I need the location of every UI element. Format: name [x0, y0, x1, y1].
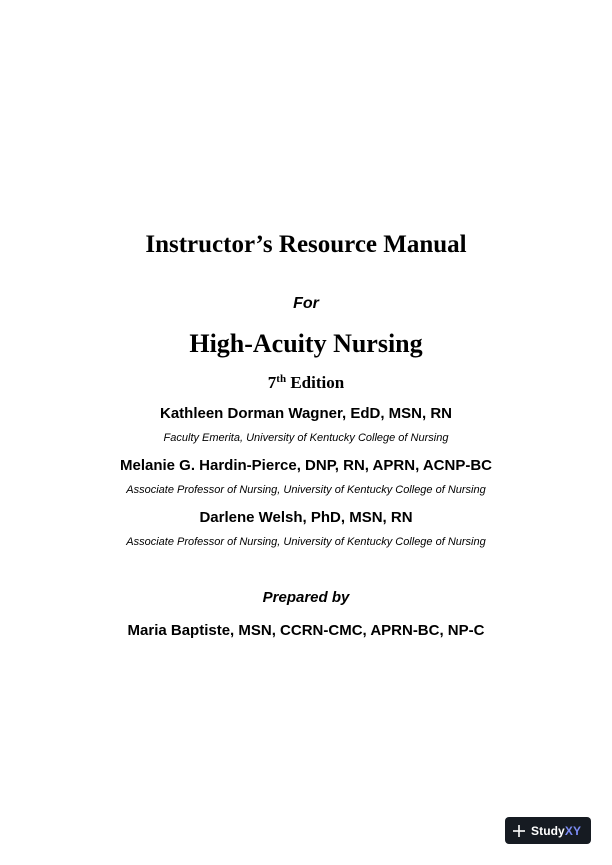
edition-number: 7	[267, 373, 277, 392]
author-affiliation: Faculty Emerita, University of Kentucky College of Nursing	[163, 432, 449, 444]
document-title: Instructor’s Resource Manual	[145, 231, 467, 258]
edition	[0, 373, 612, 393]
watermark-brand-accent: XY	[564, 823, 582, 838]
author-affiliation: Associate Professor of Nursing, University of Kentucky College of Nursing	[126, 536, 486, 548]
author-affiliation: Associate Professor of Nursing, University of Kentucky College of Nursing	[126, 484, 486, 496]
preparer-name: Maria Baptiste, MSN, CCRN-CMC, APRN-BC, NP-C	[127, 622, 485, 639]
watermark-brand-main: Study	[531, 823, 565, 838]
plus-icon	[512, 824, 526, 838]
studyxy-watermark-badge[interactable]	[505, 817, 591, 844]
watermark-brand	[531, 824, 581, 838]
author-name: Darlene Welsh, PhD, MSN, RN	[199, 509, 413, 526]
prepared-by-label: Prepared by	[262, 589, 350, 606]
edition-suffix: th	[276, 373, 287, 385]
book-title: High-Acuity Nursing	[189, 329, 423, 358]
author-name: Kathleen Dorman Wagner, EdD, MSN, RN	[160, 405, 452, 422]
edition-word: Edition	[290, 373, 345, 392]
author-name: Melanie G. Hardin-Pierce, DNP, RN, APRN, ACNP-BC	[119, 457, 493, 474]
for-label: For	[293, 295, 319, 312]
